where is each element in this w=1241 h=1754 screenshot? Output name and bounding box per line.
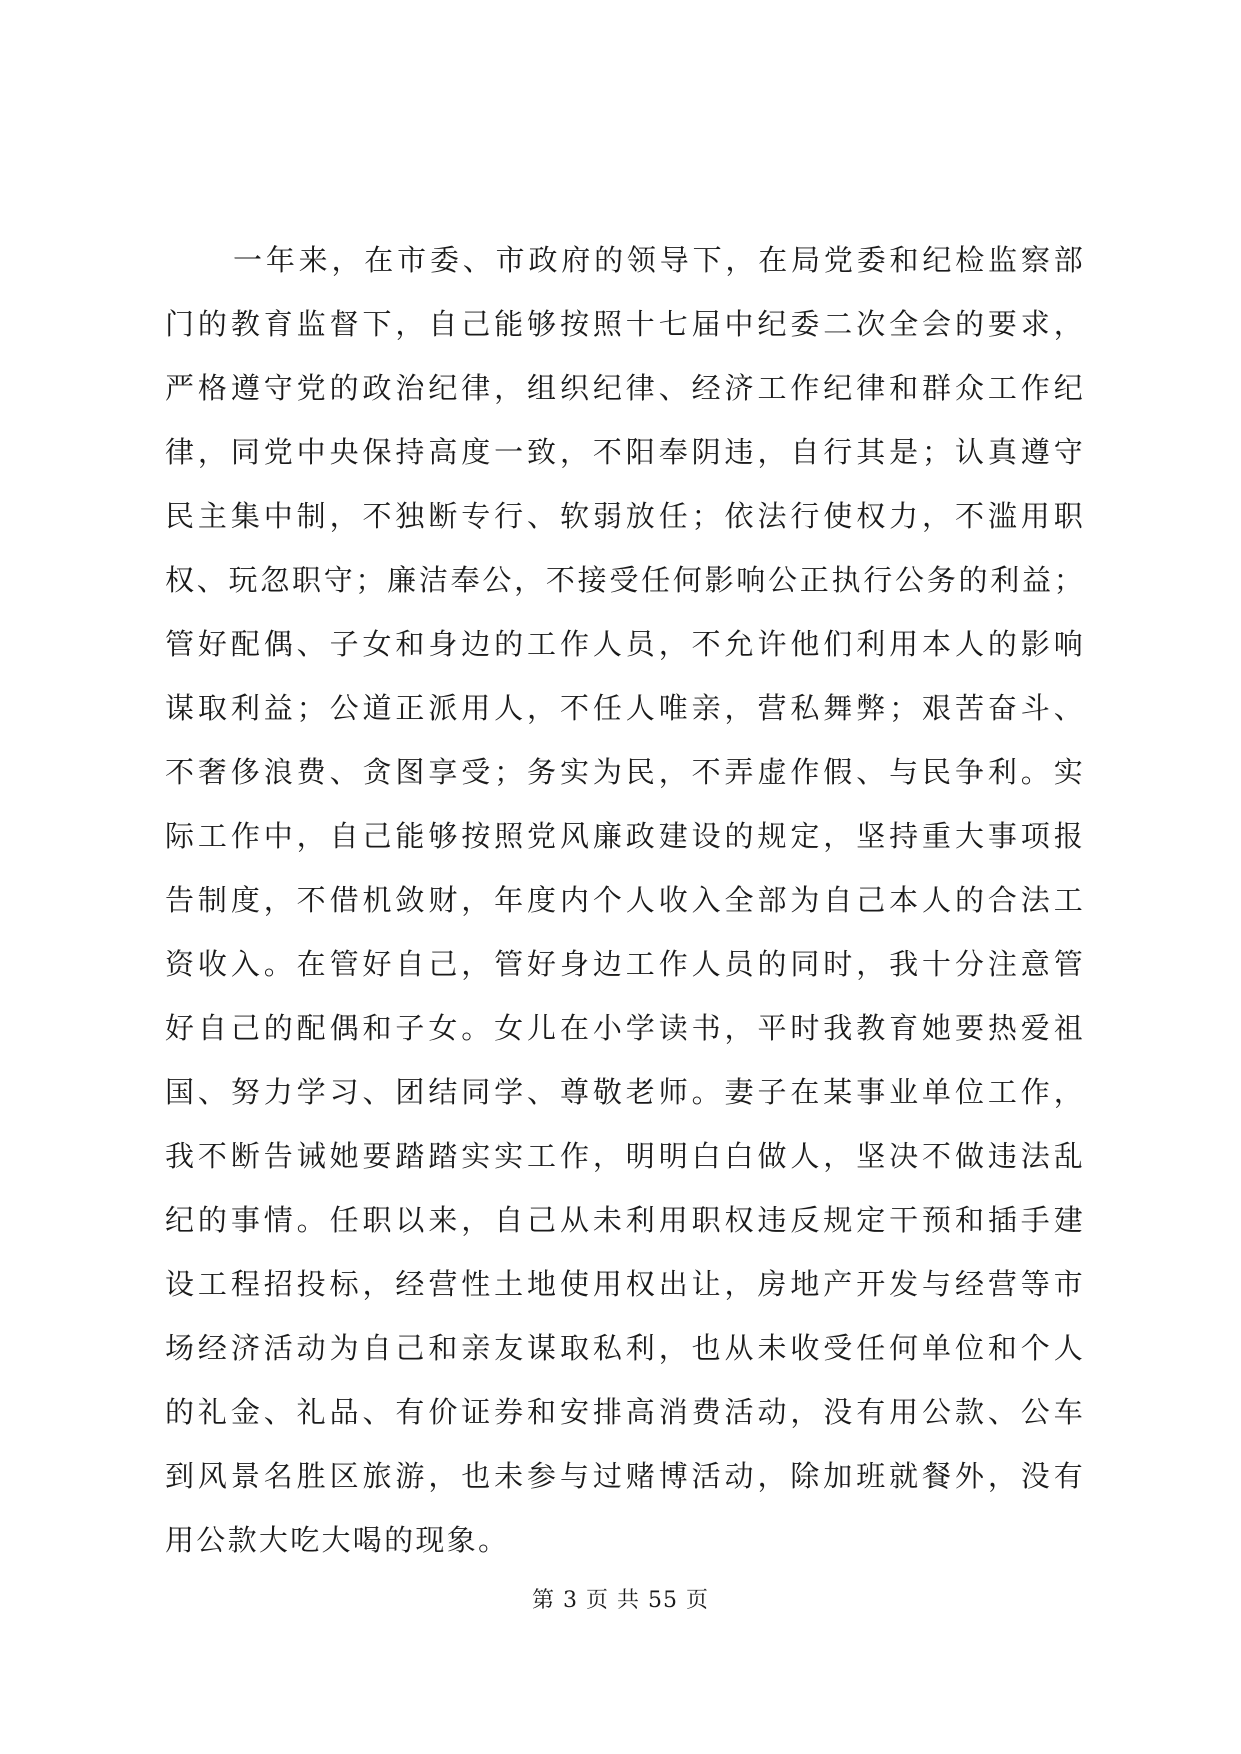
paragraph-line: 设工程招投标，经营性土地使用权出让，房地产开发与经营等市 bbox=[165, 1267, 1085, 1301]
paragraph-line: 国、努力学习、团结同学、尊敬老师。妻子在某事业单位工作， bbox=[165, 1075, 1085, 1109]
paragraph-line: 到风景名胜区旅游，也未参与过赌博活动，除加班就餐外，没有 bbox=[165, 1459, 1085, 1493]
paragraph-line: 用公款大吃大喝的现象。 bbox=[165, 1523, 510, 1557]
body-paragraph bbox=[165, 228, 1085, 1572]
paragraph-line: 资收入。在管好自己，管好身边工作人员的同时，我十分注意管 bbox=[165, 947, 1085, 981]
paragraph-line: 好自己的配偶和子女。女儿在小学读书，平时我教育她要热爱祖 bbox=[165, 1011, 1085, 1045]
paragraph-line: 我不断告诫她要踏踏实实工作，明明白白做人，坚决不做违法乱 bbox=[165, 1139, 1085, 1173]
paragraph-line: 场经济活动为自己和亲友谋取私利，也从未收受任何单位和个人 bbox=[165, 1331, 1085, 1365]
paragraph-line: 告制度，不借机敛财，年度内个人收入全部为自己本人的合法工 bbox=[165, 883, 1085, 917]
paragraph-line: 际工作中，自己能够按照党风廉政建设的规定，坚持重大事项报 bbox=[165, 819, 1085, 853]
paragraph-line: 律，同党中央保持高度一致，不阳奉阴违，自行其是；认真遵守 bbox=[165, 435, 1085, 469]
page-number-footer: 第 3 页 共 55 页 bbox=[532, 1588, 709, 1613]
paragraph-line: 纪的事情。任职以来，自己从未利用职权违反规定干预和插手建 bbox=[165, 1203, 1085, 1237]
paragraph-line: 谋取利益；公道正派用人，不任人唯亲，营私舞弊；艰苦奋斗、 bbox=[165, 691, 1085, 725]
paragraph-line: 管好配偶、子女和身边的工作人员，不允许他们利用本人的影响 bbox=[165, 627, 1085, 661]
paragraph-line: 不奢侈浪费、贪图享受；务实为民，不弄虚作假、与民争利。实 bbox=[165, 755, 1085, 789]
paragraph-line: 的礼金、礼品、有价证券和安排高消费活动，没有用公款、公车 bbox=[165, 1395, 1085, 1429]
paragraph-line: 一年来，在市委、市政府的领导下，在局党委和纪检监察部 bbox=[233, 243, 1085, 277]
paragraph-line: 门的教育监督下，自己能够按照十七届中纪委二次全会的要求， bbox=[165, 307, 1085, 341]
paragraph-line: 民主集中制，不独断专行、软弱放任；依法行使权力，不滥用职 bbox=[165, 499, 1085, 533]
paragraph-line: 权、玩忽职守；廉洁奉公，不接受任何影响公正执行公务的利益； bbox=[165, 563, 1085, 597]
paragraph-line: 严格遵守党的政治纪律，组织纪律、经济工作纪律和群众工作纪 bbox=[165, 371, 1085, 405]
